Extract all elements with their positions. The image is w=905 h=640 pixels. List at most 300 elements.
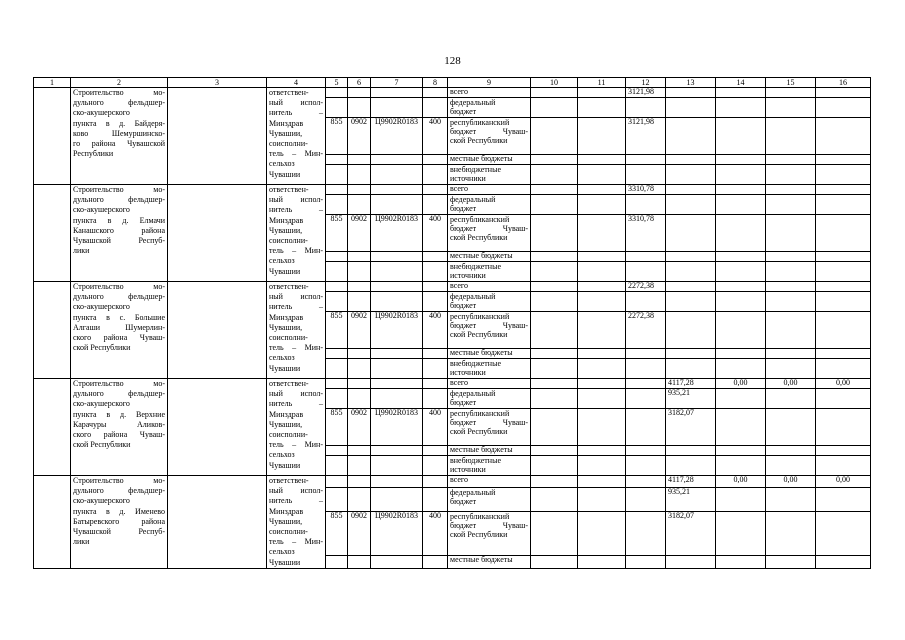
cell-line: пункта в с. Большие xyxy=(73,312,165,322)
col1-empty xyxy=(34,88,71,185)
col10 xyxy=(531,195,578,215)
cell-line: Канашского района xyxy=(73,225,165,235)
cell-line: соисполни- xyxy=(269,138,308,148)
value-col13 xyxy=(666,282,716,292)
col11 xyxy=(578,118,626,155)
cell-line: бюджет Чуваш- xyxy=(450,127,528,136)
code-empty xyxy=(326,379,348,389)
code-empty xyxy=(423,98,448,118)
code-vr: 400 xyxy=(423,511,448,555)
cell-line: Чувашской Респуб- xyxy=(73,235,165,245)
value-col15: 0,00 xyxy=(766,379,816,389)
value-col16 xyxy=(816,389,871,409)
value-col15 xyxy=(766,409,816,446)
value-col15 xyxy=(766,389,816,409)
cell-line: дульного фельдшер- xyxy=(73,292,165,302)
value-col13 xyxy=(666,312,716,349)
value-col14 xyxy=(716,409,766,446)
code-empty xyxy=(348,359,371,379)
source-federal xyxy=(448,98,531,118)
budget-table xyxy=(33,77,871,569)
col11 xyxy=(578,195,626,215)
cell-line: ской Республики xyxy=(73,343,131,353)
code-empty xyxy=(371,292,423,312)
col11 xyxy=(578,312,626,349)
code-empty xyxy=(348,195,371,215)
value-col15 xyxy=(766,312,816,349)
value-col12 xyxy=(626,98,666,118)
source-republic xyxy=(448,409,531,446)
code-empty xyxy=(371,262,423,282)
cell-line: Строительство мо- xyxy=(73,88,165,97)
value-col16 xyxy=(816,262,871,282)
code-empty xyxy=(326,476,348,488)
value-col13: 4117,28 xyxy=(666,379,716,389)
col3-empty xyxy=(168,185,267,282)
value-col11 xyxy=(578,262,626,282)
value-col12 xyxy=(626,389,666,409)
cell-line: Чувашской Респуб- xyxy=(73,526,165,536)
cell-line: нитель – xyxy=(269,108,323,118)
code-vr: 400 xyxy=(423,118,448,155)
code-empty xyxy=(326,487,348,511)
cell-line: бюджет Чуваш- xyxy=(450,321,528,330)
code-empty xyxy=(371,88,423,98)
cell-line: дульного фельдшер- xyxy=(73,98,165,108)
cell-line: Чувашии, xyxy=(269,322,303,332)
value-col16 xyxy=(816,456,871,476)
value-col12 xyxy=(626,511,666,555)
code-empty xyxy=(326,446,348,456)
value-col15 xyxy=(766,185,816,195)
cell-line: Строительство мо- xyxy=(73,476,165,485)
col-header: 3 xyxy=(168,78,267,88)
value-col10 xyxy=(531,349,578,359)
code-empty xyxy=(371,282,423,292)
code-empty xyxy=(371,155,423,165)
value-col14 xyxy=(716,487,766,511)
cell-line: ответствен- xyxy=(269,282,309,291)
value-col12: 3310,78 xyxy=(626,215,666,252)
cell-line: сельхоз xyxy=(269,159,295,169)
cell-line: внебюджетные xyxy=(450,359,501,368)
source-local: местные бюджеты xyxy=(448,555,531,568)
responsible-cell xyxy=(267,282,326,379)
code-empty xyxy=(326,456,348,476)
col10 xyxy=(531,476,578,488)
value-col13 xyxy=(666,292,716,312)
col11 xyxy=(578,389,626,409)
value-col12 xyxy=(626,476,666,488)
cell-line: пункта в д. Байдеря- xyxy=(73,118,165,128)
source-federal xyxy=(448,195,531,215)
col10 xyxy=(531,389,578,409)
col-header: 13 xyxy=(666,78,716,88)
code-empty xyxy=(423,379,448,389)
source-extra xyxy=(448,456,531,476)
code-empty xyxy=(371,476,423,488)
cell-line: источники xyxy=(450,465,486,474)
value-col13 xyxy=(666,165,716,185)
value-col16 xyxy=(816,359,871,379)
col3-empty xyxy=(168,88,267,185)
cell-line: бюджет Чуваш- xyxy=(450,418,528,427)
cell-line: ный испол- xyxy=(269,195,323,205)
code-empty xyxy=(423,359,448,379)
value-col16 xyxy=(816,292,871,312)
value-col10 xyxy=(531,359,578,379)
code-grbs: 855 xyxy=(326,118,348,155)
value-col10 xyxy=(531,262,578,282)
code-csr: Ц9902R0183 xyxy=(371,312,423,349)
value-col14 xyxy=(716,446,766,456)
cell-line: сельхоз xyxy=(269,256,295,266)
value-col16: 0,00 xyxy=(816,379,871,389)
event-name-cell xyxy=(71,476,168,569)
cell-line: бюджет xyxy=(450,398,477,407)
code-empty xyxy=(326,292,348,312)
cell-line: ской Республики xyxy=(73,440,131,450)
col-header: 7 xyxy=(371,78,423,88)
cell-line: внебюджетные xyxy=(450,456,501,465)
code-empty xyxy=(326,282,348,292)
code-empty xyxy=(348,555,371,568)
source-federal xyxy=(448,389,531,409)
cell-line: Чувашии, xyxy=(269,128,303,138)
cell-line: ответствен- xyxy=(269,88,309,97)
code-empty xyxy=(326,155,348,165)
source-republic xyxy=(448,312,531,349)
value-col11 xyxy=(578,359,626,379)
code-empty xyxy=(371,487,423,511)
value-col10 xyxy=(531,252,578,262)
code-empty xyxy=(326,389,348,409)
cell-line: бюджет xyxy=(450,496,477,506)
cell-line: ный испол- xyxy=(269,486,323,496)
value-col14 xyxy=(716,282,766,292)
code-grbs: 855 xyxy=(326,511,348,555)
value-col14 xyxy=(716,252,766,262)
col11 xyxy=(578,379,626,389)
code-empty xyxy=(423,252,448,262)
cell-line: Чувашии xyxy=(269,460,301,470)
code-empty xyxy=(371,456,423,476)
col1-empty xyxy=(34,476,71,569)
col11 xyxy=(578,476,626,488)
value-col14 xyxy=(716,195,766,215)
value-col13 xyxy=(666,88,716,98)
code-empty xyxy=(348,476,371,488)
cell-line: внебюджетные xyxy=(450,165,501,174)
col-header: 15 xyxy=(766,78,816,88)
value-col15 xyxy=(766,195,816,215)
value-col15 xyxy=(766,282,816,292)
value-col13 xyxy=(666,118,716,155)
col11 xyxy=(578,409,626,446)
code-empty xyxy=(348,379,371,389)
code-empty xyxy=(371,349,423,359)
cell-line: Минздрав xyxy=(269,506,304,516)
code-grbs: 855 xyxy=(326,312,348,349)
value-col12: 3121,98 xyxy=(626,88,666,98)
cell-line: ской Республики xyxy=(450,529,508,539)
value-col15 xyxy=(766,555,816,568)
code-empty xyxy=(423,185,448,195)
cell-line: нитель – xyxy=(269,399,323,409)
code-grbs: 855 xyxy=(326,409,348,446)
code-empty xyxy=(348,155,371,165)
value-col14 xyxy=(716,555,766,568)
value-col12 xyxy=(626,292,666,312)
code-empty xyxy=(326,262,348,282)
value-col14 xyxy=(716,456,766,476)
col10 xyxy=(531,312,578,349)
code-empty xyxy=(348,98,371,118)
col3-empty xyxy=(168,282,267,379)
code-empty xyxy=(326,252,348,262)
col11 xyxy=(578,88,626,98)
value-col16 xyxy=(816,118,871,155)
col11 xyxy=(578,292,626,312)
code-empty xyxy=(423,195,448,215)
col10 xyxy=(531,511,578,555)
value-col15 xyxy=(766,487,816,511)
col10 xyxy=(531,282,578,292)
value-col12 xyxy=(626,555,666,568)
col3-empty xyxy=(168,379,267,476)
source-extra xyxy=(448,165,531,185)
cell-line: го района Чувашской xyxy=(73,138,165,148)
responsible-cell xyxy=(267,88,326,185)
value-col16 xyxy=(816,349,871,359)
cell-line: Строительство мо- xyxy=(73,282,165,291)
value-col10 xyxy=(531,555,578,568)
value-col16 xyxy=(816,446,871,456)
col-header: 6 xyxy=(348,78,371,88)
cell-line: республиканский xyxy=(450,215,510,224)
value-col15 xyxy=(766,118,816,155)
value-col15 xyxy=(766,349,816,359)
cell-line: Республики xyxy=(73,149,114,159)
source-republic xyxy=(448,215,531,252)
value-col13 xyxy=(666,349,716,359)
source-local: местные бюджеты xyxy=(448,349,531,359)
source-total: всего xyxy=(448,88,531,98)
code-empty xyxy=(423,389,448,409)
row-total xyxy=(34,476,871,488)
code-empty xyxy=(371,379,423,389)
value-col13 xyxy=(666,155,716,165)
col10 xyxy=(531,409,578,446)
col-header: 8 xyxy=(423,78,448,88)
col-header: 16 xyxy=(816,78,871,88)
value-col11 xyxy=(578,446,626,456)
col10 xyxy=(531,215,578,252)
value-col14 xyxy=(716,215,766,252)
event-name-cell xyxy=(71,185,168,282)
cell-line: ный испол- xyxy=(269,292,323,302)
value-col12: 2272,38 xyxy=(626,282,666,292)
value-col15: 0,00 xyxy=(766,476,816,488)
value-col11 xyxy=(578,155,626,165)
cell-line: лики xyxy=(73,246,90,256)
code-csr: Ц9902R0183 xyxy=(371,215,423,252)
value-col12 xyxy=(626,487,666,511)
value-col11 xyxy=(578,165,626,185)
cell-line: ско-акушерского xyxy=(73,399,130,409)
code-csr: Ц9902R0183 xyxy=(371,118,423,155)
cell-line: Чувашии xyxy=(269,363,301,373)
value-col14 xyxy=(716,185,766,195)
cell-line: нитель – xyxy=(269,205,323,215)
value-col14 xyxy=(716,118,766,155)
cell-line: бюджет Чуваш- xyxy=(450,224,528,233)
value-col16 xyxy=(816,98,871,118)
cell-line: республиканский xyxy=(450,511,510,521)
value-col16 xyxy=(816,487,871,511)
row-total xyxy=(34,88,871,98)
code-empty xyxy=(423,555,448,568)
code-empty xyxy=(423,476,448,488)
value-col16 xyxy=(816,155,871,165)
value-col12 xyxy=(626,409,666,446)
responsible-cell xyxy=(267,379,326,476)
value-col11 xyxy=(578,555,626,568)
cell-line: ответствен- xyxy=(269,476,309,485)
value-col13 xyxy=(666,252,716,262)
value-col15 xyxy=(766,215,816,252)
cell-line: Строительство мо- xyxy=(73,185,165,194)
col10 xyxy=(531,88,578,98)
col10 xyxy=(531,98,578,118)
col10 xyxy=(531,185,578,195)
cell-line: ный испол- xyxy=(269,389,323,399)
row-total xyxy=(34,282,871,292)
cell-line: республиканский xyxy=(450,409,510,418)
value-col12 xyxy=(626,195,666,215)
cell-line: пункта в д. Именево xyxy=(73,506,165,516)
cell-line: Минздрав xyxy=(269,215,304,225)
value-col15 xyxy=(766,359,816,379)
code-empty xyxy=(326,185,348,195)
value-col10 xyxy=(531,165,578,185)
value-col14 xyxy=(716,389,766,409)
value-col12 xyxy=(626,262,666,282)
value-col15 xyxy=(766,456,816,476)
col1-empty xyxy=(34,379,71,476)
value-col14 xyxy=(716,359,766,379)
value-col14: 0,00 xyxy=(716,379,766,389)
col1-empty xyxy=(34,185,71,282)
col11 xyxy=(578,98,626,118)
code-empty xyxy=(348,252,371,262)
value-col10 xyxy=(531,446,578,456)
value-col12 xyxy=(626,379,666,389)
value-col15 xyxy=(766,98,816,118)
value-col12: 3310,78 xyxy=(626,185,666,195)
code-empty xyxy=(348,88,371,98)
cell-line: бюджет xyxy=(450,301,477,310)
value-col13 xyxy=(666,456,716,476)
code-empty xyxy=(348,446,371,456)
code-rz: 0902 xyxy=(348,409,371,446)
value-col14 xyxy=(716,155,766,165)
source-federal xyxy=(448,292,531,312)
event-name-cell xyxy=(71,379,168,476)
value-col13 xyxy=(666,359,716,379)
cell-line: ского района Чуваш- xyxy=(73,332,165,342)
value-col16 xyxy=(816,282,871,292)
value-col15 xyxy=(766,165,816,185)
cell-line: Минздрав xyxy=(269,409,304,419)
cell-line: Карачуры Аликов- xyxy=(73,419,165,429)
value-col13 xyxy=(666,555,716,568)
col-header: 14 xyxy=(716,78,766,88)
code-empty xyxy=(371,389,423,409)
value-col12 xyxy=(626,456,666,476)
event-name-cell xyxy=(71,88,168,185)
value-col15 xyxy=(766,292,816,312)
cell-line: пункта в д. Верхние xyxy=(73,409,165,419)
cell-line: тель – Мин- xyxy=(269,343,323,353)
event-name-cell xyxy=(71,282,168,379)
cell-line: республиканский xyxy=(450,118,510,127)
code-empty xyxy=(326,359,348,379)
value-col14: 0,00 xyxy=(716,476,766,488)
cell-line: ско-акушерского xyxy=(73,496,130,506)
cell-line: ответствен- xyxy=(269,185,309,194)
cell-line: федеральный xyxy=(450,389,496,398)
cell-line: ответствен- xyxy=(269,379,309,388)
cell-line: тель – Мин- xyxy=(269,149,323,159)
value-col12 xyxy=(626,349,666,359)
source-republic xyxy=(448,118,531,155)
value-col13 xyxy=(666,195,716,215)
value-col15 xyxy=(766,511,816,555)
col-header: 5 xyxy=(326,78,348,88)
cell-line: Чувашии, xyxy=(269,516,303,526)
code-grbs: 855 xyxy=(326,215,348,252)
cell-line: ской Республики xyxy=(450,136,508,145)
col-header: 9 xyxy=(448,78,531,88)
value-col12 xyxy=(626,165,666,185)
value-col11 xyxy=(578,456,626,476)
value-col13: 3182,07 xyxy=(666,409,716,446)
value-col12: 2272,38 xyxy=(626,312,666,349)
code-rz: 0902 xyxy=(348,312,371,349)
cell-line: ско-акушерского xyxy=(73,302,130,312)
code-empty xyxy=(326,195,348,215)
cell-line: республиканский xyxy=(450,312,510,321)
cell-line: федеральный xyxy=(450,98,496,107)
value-col14 xyxy=(716,165,766,185)
cell-line: ской Республики xyxy=(450,427,508,436)
col1-empty xyxy=(34,282,71,379)
cell-line: источники xyxy=(450,271,486,280)
value-col16 xyxy=(816,312,871,349)
responsible-cell xyxy=(267,476,326,569)
source-total: всего xyxy=(448,185,531,195)
col-header: 4 xyxy=(267,78,326,88)
code-empty xyxy=(326,349,348,359)
value-col13 xyxy=(666,215,716,252)
col11 xyxy=(578,185,626,195)
source-total: всего xyxy=(448,476,531,488)
value-col15 xyxy=(766,88,816,98)
cell-line: Минздрав xyxy=(269,118,304,128)
source-total: всего xyxy=(448,379,531,389)
cell-line: дульного фельдшер- xyxy=(73,195,165,205)
